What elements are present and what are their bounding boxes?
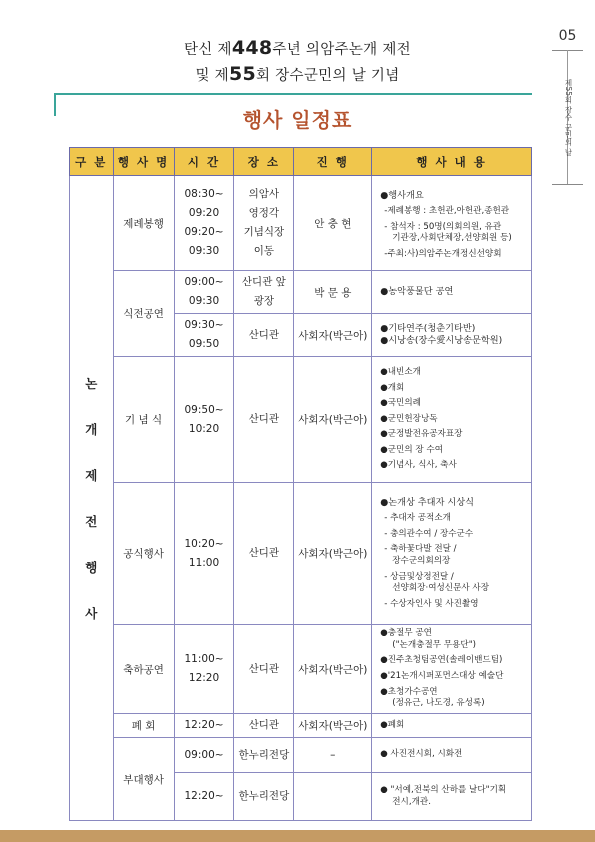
time-line: 09:30 — [188, 295, 220, 307]
category-char: 논 — [85, 376, 98, 391]
content-line: ●농악풍물단 공연 — [380, 285, 454, 297]
content-line: ●충절무 공연 — [380, 628, 432, 639]
event-name: 식전공연 — [113, 271, 174, 357]
content-line: ● 사진전시회, 시화전 — [380, 749, 463, 760]
content-line: 전시,개관. — [392, 796, 431, 807]
title-line1-suffix: 주년 의암주논개 제전 — [272, 42, 411, 58]
time-line: 09:30~ — [184, 319, 224, 331]
content-cell — [372, 314, 532, 357]
event-name: 축하공연 — [113, 625, 174, 714]
content-cell — [372, 176, 532, 271]
category-char: 개 — [85, 422, 98, 437]
venue-line: 산디관 — [248, 547, 280, 559]
content-line: ● "서예,전북의 산하를 날다"기획 — [380, 784, 507, 795]
time-line: 12:20~ — [184, 790, 224, 802]
content-line: ("논개충절무 무용단") — [392, 639, 477, 650]
time-line: 12:20~ — [184, 719, 224, 731]
content-line: ●국민의례 — [380, 398, 421, 409]
content-line: -제례봉행 : 초헌관,아헌관,종헌관 — [384, 206, 510, 217]
table-row — [70, 738, 532, 773]
content-line: 장수군의회의장 — [392, 555, 451, 566]
content-line: - 충의관수여 / 장수군수 — [384, 528, 474, 539]
content-line: - 수상자인사 및 사진촬영 — [384, 598, 479, 609]
host-cell: 사회자(박근아) — [294, 625, 372, 714]
time-cell — [174, 314, 234, 357]
time-line: 09:50~ — [184, 403, 224, 416]
side-rule-bottom — [552, 184, 583, 185]
content-line: ●시낭송(장수愛시낭송문학원) — [380, 335, 503, 346]
title-line-1 — [0, 36, 595, 62]
content-line: - 참석자 : 50명(의회의원, 유관 — [384, 221, 502, 232]
content-line: ●군정발전유공자표장 — [380, 429, 463, 440]
category-char: 사 — [85, 606, 98, 621]
content-line: ●내빈소개 — [380, 366, 421, 377]
time-line: 10:20 — [188, 422, 220, 435]
table-row — [70, 714, 532, 738]
content-line: - 축하꽃다발 전달 / — [384, 544, 457, 555]
time-line: 08:30~ — [184, 188, 224, 200]
header-event: 행 사 명 — [113, 148, 174, 176]
content-line: ●군민헌장낭독 — [380, 413, 438, 424]
time-line: 11:00~ — [184, 653, 224, 665]
host-cell: 사회자(박근아) — [294, 314, 372, 357]
venue-cell — [234, 483, 294, 625]
header-time: 시 간 — [174, 148, 234, 176]
category-char: 제 — [85, 468, 98, 483]
venue-cell — [234, 625, 294, 714]
title-line1-prefix: 탄신 제 — [184, 42, 232, 58]
header-host: 진 행 — [294, 148, 372, 176]
host-cell: 사회자(박근아) — [294, 714, 372, 738]
content-line: ●기념사, 식사, 축사 — [380, 460, 457, 471]
time-line: 09:00~ — [184, 748, 224, 761]
content-cell — [372, 714, 532, 738]
title-line1-number: 448 — [231, 37, 273, 59]
venue-line: 광장 — [253, 295, 275, 307]
content-cell — [372, 738, 532, 773]
venue-cell — [234, 714, 294, 738]
time-cell — [174, 738, 234, 773]
table-row — [70, 357, 532, 483]
title-line2-number: 55 — [228, 63, 257, 85]
host-cell: 사회자(박근아) — [294, 357, 372, 483]
content-line: ●군민의 장 수여 — [380, 444, 444, 455]
time-line: 09:00~ — [184, 276, 224, 288]
venue-line: 산디관 앞 — [241, 276, 286, 288]
table-row — [70, 176, 532, 271]
venue-cell — [234, 271, 294, 314]
category-char: 전 — [85, 514, 98, 529]
time-line: 09:30 — [188, 245, 220, 257]
header-category: 구 분 — [70, 148, 114, 176]
venue-line: 영정각 — [248, 207, 280, 219]
section-title: 행사 일정표 — [242, 108, 353, 132]
footer-bar — [0, 830, 595, 842]
content-cell — [372, 773, 532, 821]
venue-line: 산디관 — [248, 719, 280, 731]
content-cell — [372, 483, 532, 625]
venue-line: 산디관 — [248, 328, 280, 341]
host-cell: 박 문 용 — [294, 271, 372, 314]
venue-cell — [234, 738, 294, 773]
venue-line: 기념식장 — [243, 226, 285, 238]
venue-cell — [234, 773, 294, 821]
side-label: 제55회 장수 군민의 날 — [564, 78, 573, 156]
time-cell — [174, 625, 234, 714]
table-row — [70, 625, 532, 714]
venue-line: 한누리전당 — [238, 748, 290, 761]
host-cell: – — [294, 738, 372, 773]
event-name: 폐 회 — [113, 714, 174, 738]
time-line: 09:50 — [188, 338, 220, 350]
title-line-2 — [0, 62, 595, 88]
venue-cell — [234, 176, 294, 271]
content-line: (정유근, 나도경, 유성록) — [392, 698, 485, 709]
event-name: 공식행사 — [113, 483, 174, 625]
schedule-table — [69, 147, 532, 821]
content-line: 기관장,사회단체장,선양회원 등) — [392, 233, 512, 244]
header-content: 행 사 내 용 — [372, 148, 532, 176]
event-name: 기 념 식 — [113, 357, 174, 483]
event-name: 부대행사 — [113, 738, 174, 821]
content-line: - 상금및상정전달 / — [384, 571, 454, 582]
venue-line: 이동 — [253, 245, 275, 257]
content-line: ●진주초청팀공연(솔레이밴드팀) — [380, 655, 503, 666]
category-cell — [70, 176, 114, 821]
venue-cell — [234, 314, 294, 357]
document-title — [0, 36, 595, 88]
content-line: ●논개상 추대자 시상식 — [380, 496, 474, 508]
content-line: ●초청가수공연 — [380, 686, 438, 697]
time-cell — [174, 176, 234, 271]
content-line: ●기타연주(청춘기타반) — [380, 322, 476, 334]
content-line: ●'21논개시퍼포먼스대상 예술단 — [380, 671, 504, 681]
content-line: -주최:사)의암주논개정신선양회 — [384, 248, 502, 259]
venue-line: 의암사 — [248, 188, 280, 200]
content-line: 선양회장·여성신문사 사장 — [392, 583, 490, 594]
time-cell — [174, 271, 234, 314]
venue-cell — [234, 357, 294, 483]
category-char: 행 — [85, 560, 98, 575]
time-line: 09:20 — [188, 207, 220, 219]
table-row — [70, 271, 532, 314]
content-cell — [372, 271, 532, 314]
title-line2-suffix: 회 장수군민의 날 기념 — [256, 68, 400, 84]
time-cell — [174, 483, 234, 625]
host-cell: 안 충 현 — [294, 176, 372, 271]
header-venue: 장 소 — [234, 148, 294, 176]
content-line: ●폐회 — [380, 719, 405, 730]
table-row — [70, 483, 532, 625]
content-line: ●행사개요 — [380, 189, 424, 201]
time-line: 12:20 — [188, 672, 220, 684]
time-line: 11:00 — [188, 556, 220, 569]
accent-divider — [54, 93, 532, 95]
time-cell — [174, 357, 234, 483]
time-line: 09:20~ — [184, 226, 224, 238]
event-name: 제례봉행 — [113, 176, 174, 271]
content-cell — [372, 625, 532, 714]
host-cell: 사회자(박근아) — [294, 483, 372, 625]
time-line: 10:20~ — [184, 537, 224, 550]
host-cell — [294, 773, 372, 821]
title-line2-prefix: 및 제 — [195, 68, 229, 84]
venue-line: 산디관 — [248, 662, 280, 675]
time-cell — [174, 773, 234, 821]
content-line: - 추대자 공적소개 — [384, 513, 451, 524]
content-cell — [372, 357, 532, 483]
table-header-row — [70, 148, 532, 176]
time-cell — [174, 714, 234, 738]
content-line: ●개회 — [380, 382, 405, 393]
venue-line: 한누리전당 — [238, 790, 290, 802]
venue-line: 산디관 — [248, 413, 280, 425]
page-number: 05 — [558, 28, 577, 44]
